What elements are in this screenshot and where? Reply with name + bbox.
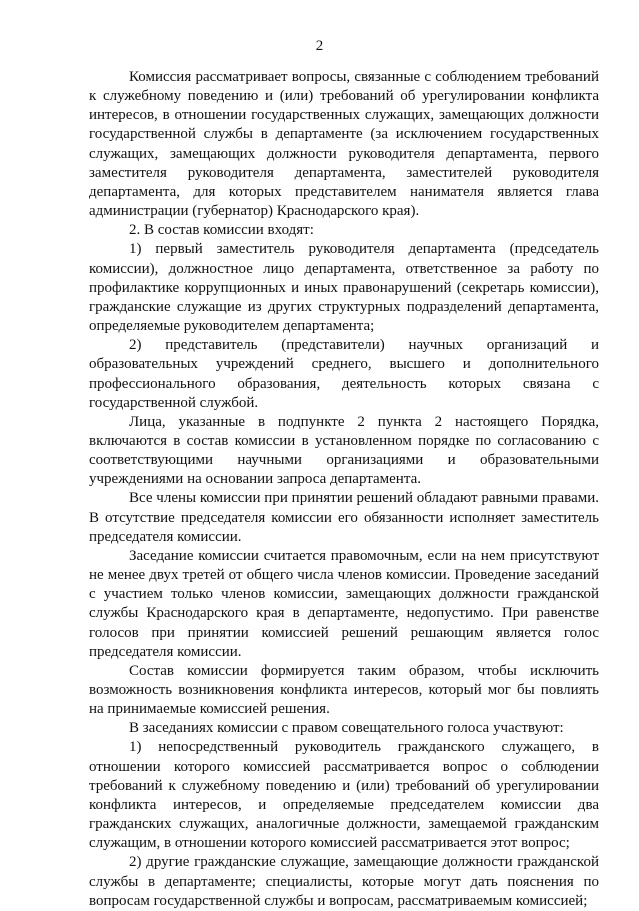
paragraph-quorum: Заседание комиссии считается правомочным, если на нем присутствуют не менее двух третей от общего числа членов комиссии. Проведение заседаний с участием только членов комиссии, замещающих должности гражданской службы Краснодарского края в департаменте, недопустимо. При равенстве голосов при принятии комиссией решений решающим является голос председателя комиссии. bbox=[89, 547, 599, 660]
paragraph-composition-item-1: 1) первый заместитель руководителя департамента (председатель комиссии), должностное лицо департамента, ответственное за работу по профилактике коррупционных и иных правонарушений (секретарь комиссии), гражданские служащие из других структурных подразделений департамента, определяемые руководителем департамента; bbox=[89, 241, 599, 335]
paragraph-equal-rights: Все члены комиссии при принятии решений обладают равными правами. В отсутствие председателя комиссии его обязанности исполняет заместитель председателя комиссии. bbox=[89, 490, 599, 545]
page-number: 2 bbox=[315, 38, 324, 54]
paragraph-persons-inclusion: Лица, указанные в подпункте 2 пункта 2 настоящего Порядка, включаются в состав комиссии в установленном порядке по согласованию с соответствующими научными организациями и образовательными учреждениями на основании запроса департамента. bbox=[89, 413, 599, 488]
paragraph-advisory-item-2: 2) другие гражданские служащие, замещающие должности гражданской службы в департаменте; специалисты, которые могут дать пояснения по вопросам государственной службы и вопросам, рассматриваемым комиссией; bbox=[89, 854, 599, 909]
document-body bbox=[89, 68, 599, 911]
paragraph-commission-scope: Комиссия рассматривает вопросы, связанные с соблюдением требований к служебному поведению и (или) требований об урегулировании конфликта интересов, в отношении государственных служащих, замещающих должности государственной службы в департаменте (за исключением государственных служащих, замещающих должности руководителя департамента, первого заместителя руководителя департамента, заместителей руководителя департамента, для которых представителем нанимателя является глава администрации (губернатор) Краснодарского края). bbox=[89, 69, 599, 220]
paragraph-conflict-exclusion: Состав комиссии формируется таким образом, чтобы исключить возможность возникновения конфликта интересов, который мог бы повлиять на принимаемые комиссией решения. bbox=[89, 662, 599, 718]
paragraph-composition-item-2: 2) представитель (представители) научных организаций и образовательных учреждений среднего, высшего и дополнительного профессионального образования, деятельность которых связана с государственной службой. bbox=[89, 337, 599, 411]
paragraph-advisory-item-1: 1) непосредственный руководитель гражданского служащего, в отношении которого комиссией рассматривается вопрос о соблюдении требований к служебному поведению и (или) требований об урегулировании конфликта интересов, и определяемые председателем комиссии два гражданских служащих, аналогичные должности, замещаемой гражданским служащим, в отношении которого комиссией рассматривается этот вопрос; bbox=[89, 739, 599, 852]
paragraph-advisory-vote-heading: В заседаниях комиссии с правом совещательного голоса участвуют: bbox=[129, 720, 564, 737]
paragraph-composition-heading: 2. В состав комиссии входят: bbox=[129, 222, 314, 239]
